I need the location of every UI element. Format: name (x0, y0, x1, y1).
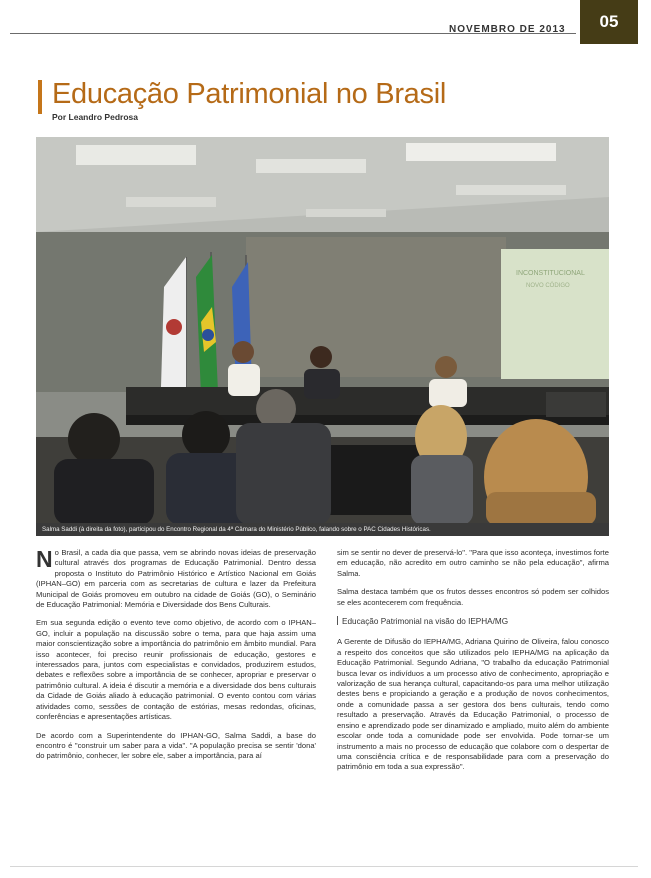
text-column-left (36, 548, 316, 770)
article-title: Educação Patrimonial no Brasil (52, 78, 446, 110)
paragraph-4: sim se sentir no dever de preservá-lo". "Para que isso aconteça, investimos forte em educação, não acredito em outro caminho se não pela educação", afirma Salma. (337, 548, 609, 578)
page-number: 05 (580, 0, 638, 44)
subhead-bar (337, 616, 338, 625)
paragraph-3: De acordo com a Superintendente do IPHAN-GO, Salma Saddi, a base do encontro é "construir um saber para a vida". "A população precisa se sentir 'dona' do patrimônio, conhecer, ler sobre ele, saber a importância, para aí (36, 730, 316, 761)
issue-date: NOVEMBRO DE 2013 (449, 24, 566, 35)
text-column-right (337, 548, 609, 781)
paragraph-intro (36, 548, 316, 610)
screen-text-1: INCONSTITUCIONAL (516, 270, 585, 277)
paragraph-5: Salma destaca também que os frutos desses encontros só podem ser colhidos se eles acontecerem com frequência. (337, 587, 609, 607)
screen-text-2: NOVO CÓDIGO (526, 283, 570, 289)
paragraph-1-text: o Brasil, a cada dia que passa, vem se abrindo novas ideias de preservação cultural através dos programas de Educação Patrimonial. Dentro dessa proposta o Instituto do Patrimônio Histórico e Artístico Nacional em Goiás (IPHAN–GO) em parceria com as secretarias de cultura e lazer da Prefeitura Municipal de Goiás promoveu em outubro na cidade de Goiás (GO), o Seminário de Educação Patrimonial: Memória e Diversidade dos Bens Culturais. (36, 548, 316, 610)
photo-caption: Salma Saddi (à direita da foto), participou do Encontro Regional da 4ª Câmara do Ministério Público, falando sobre o PAC Cidades Históricas. (36, 523, 609, 536)
section-subhead (337, 616, 609, 627)
drop-cap: N (36, 546, 53, 572)
meeting-photo (36, 137, 609, 525)
paragraph-2: Em sua segunda edição o evento teve como objetivo, de acordo com o IPHAN–GO, incluir a população na discussão sobre o tema, para que haja assim uma maior conscientização sobre a importância do patrimônio em âmbito mundial. Para isso acontecer, foi preciso reunir profissionais de educação, gestores e interessados para, juntos com especialistas e convidados, produzirem estudos, debates e reflexões sobre a importância de se conhecer, apropriar e preservar o patrimônio cultural. A ideia é discutir a memória e a diversidade dos bens culturais da Cidade de Goiás aliado à educação patrimonial. O evento contou com várias atividades como, sessões de contação de estórias, mesas redondas, oficinas, conferências e apresentações artísticas. (36, 618, 316, 722)
paragraph-6: A Gerente de Difusão do IEPHA/MG, Adriana Quirino de Oliveira, falou conosco a respeito dos conceitos que são utilizados pelo IEPHA/MG na aplicação da Educação Patrimonial. Segundo Adriana, "O trabalho da educação Patrimonial busca levar os indivíduos a um processo ativo de conhecimento, apropriação e valorização de sua herança cultural, capacitando-os para uma melhor utilização destes bens e propiciando a geração e a produção de novos conhecimentos, onde a comunidade passa a ser gestora dos bens culturais, tendo como resultado a preservação. Através da Educação Patrimonial, o processo de ensino e aprendizado pode ser dinamizado e ampliado, muito além do ambiente escolar onde toda a comunidade pode ser envolvida. Pode tornar-se um instrumento a mais no processo de educação que colabore com o despertar de uma consciência crítica e de responsabilidade para com a preservação do patrimônio em toda a sua expressão". (337, 637, 609, 772)
title-accent-bar (38, 80, 42, 114)
subhead-text: Educação Patrimonial na visão do IEPHA/MG (342, 617, 509, 627)
article-byline: Por Leandro Pedrosa (52, 112, 138, 122)
bottom-rule (10, 866, 638, 867)
